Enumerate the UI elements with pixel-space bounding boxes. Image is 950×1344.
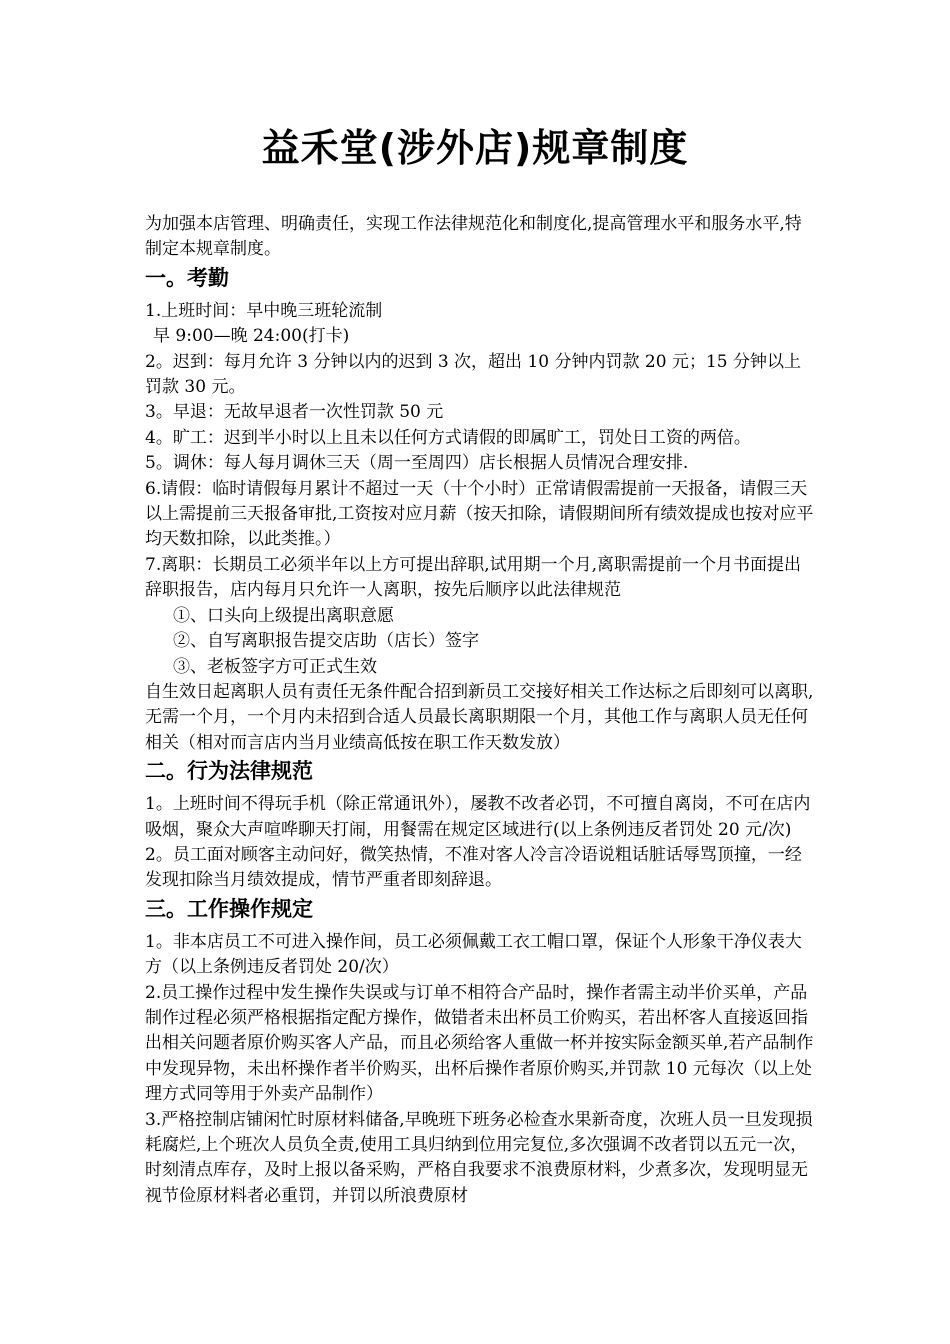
rule-sub-item: ③、老板签字方可正式生效	[173, 656, 377, 677]
rule-item: 2.员工操作过程中发生操作失误或与订单不相符合产品时，操作者需主动半价买单，产品制作过程必须严格根据指定配方操作，做错者未出杯员工价购买，若出杯客人直接返回指出相关问题者原价购买客人产品，而且必须给客人重做一杯并按实际金额买单,若产品制作中发现异物，未出杯操作者半价购买，出杯后操作者原价购买,并罚款 10 元每次（以上处理方式同等用于外卖产品制作）	[145, 982, 814, 1105]
document-body	[145, 212, 815, 1209]
section-heading-conduct: 二。行为法律规范	[145, 759, 313, 784]
rule-item: 4。旷工：迟到半小时以上且未以任何方式请假的即属旷工，罚处日工资的两倍。	[145, 427, 751, 448]
rule-item: 自生效日起离职人员有责任无条件配合招到新员工交接好相关工作达标之后即刻可以离职,无需一个月，一个月内未招到合适人员最长离职期限一个月，其他工作与离职人员无任何相关（相对而言店内当月业绩高低按在职工作天数发放）	[145, 681, 814, 753]
page-title: 益禾堂(涉外店)规章制度	[261, 126, 689, 170]
rule-item: 3.严格控制店铺闲忙时原材料储备,早晚班下班务必检查水果新奇度，次班人员一旦发现损耗腐烂,上个班次人员负全责,使用工具归纳到位用完复位,多次强调不改者罚以五元一次，时刻清点库存，及时上报以备采购，严格自我要求不浪费原材料，少煮多次，发现明显无视节俭原材料者必重罚，并罚以所浪费原材	[145, 1109, 813, 1206]
rule-item: 1.上班时间：早中晚三班轮流制	[145, 300, 383, 321]
intro-paragraph: 为加强本店管理、明确责任，实现工作法律规范化和制度化,提高管理水平和服务水平,特制定本规章制度。	[145, 214, 802, 260]
rule-sub-item: ①、口头向上级提出离职意愿	[173, 605, 394, 626]
rule-item: 1。上班时间不得玩手机（除正常通讯外），屡教不改者必罚，不可擅自离岗，不可在店内吸烟，聚众大声喧哗聊天打闹，用餐需在规定区域进行(以上条例违反者罚处 20 元/次)	[145, 794, 811, 840]
rule-item: 3。早退：无故早退者一次性罚款 50 元	[145, 402, 444, 423]
section-heading-attendance: 一。考勤	[145, 265, 229, 290]
rule-item: 7.离职：长期员工必须半年以上方可提出辞职,试用期一个月,离职需提前一个月书面提出辞职报告，店内每月只允许一人离职，按先后顺序以此法律规范	[145, 554, 802, 601]
rule-item: 早 9:00—晚 24:00(打卡)	[153, 326, 350, 347]
rule-item: 5。调休：每人每月调休三天（周一至周四）店长根据人员情况合理安排.	[145, 453, 689, 474]
rule-item: 2。迟到：每月允许 3 分钟以内的迟到 3 次，超出 10 分钟内罚款 20 元；15 分钟以上罚款 30 元。	[145, 351, 801, 398]
rule-item: 2。员工面对顾客主动问好，微笑热情，不准对客人冷言冷语说粗话脏话辱骂顶撞，一经发现扣除当月绩效提成，情节严重者即刻辞退。	[145, 844, 802, 891]
rule-item: 1。非本店员工不可进入操作间，员工必须佩戴工衣工帽口罩，保证个人形象干净仪表大方（以上条例违反者罚处 20/次）	[145, 931, 802, 978]
rule-item: 6.请假：临时请假每月累计不超过一天（十个小时）正常请假需提前一天报备，请假三天以上需提前三天报备审批,工资按对应月薪（按天扣除，请假期间所有绩效提成也按对应平均天数扣除，以此类推。）	[145, 478, 814, 550]
rule-sub-item: ②、自写离职报告提交店助（店长）签字	[173, 631, 479, 652]
section-heading-operations: 三。工作操作规定	[145, 896, 313, 921]
